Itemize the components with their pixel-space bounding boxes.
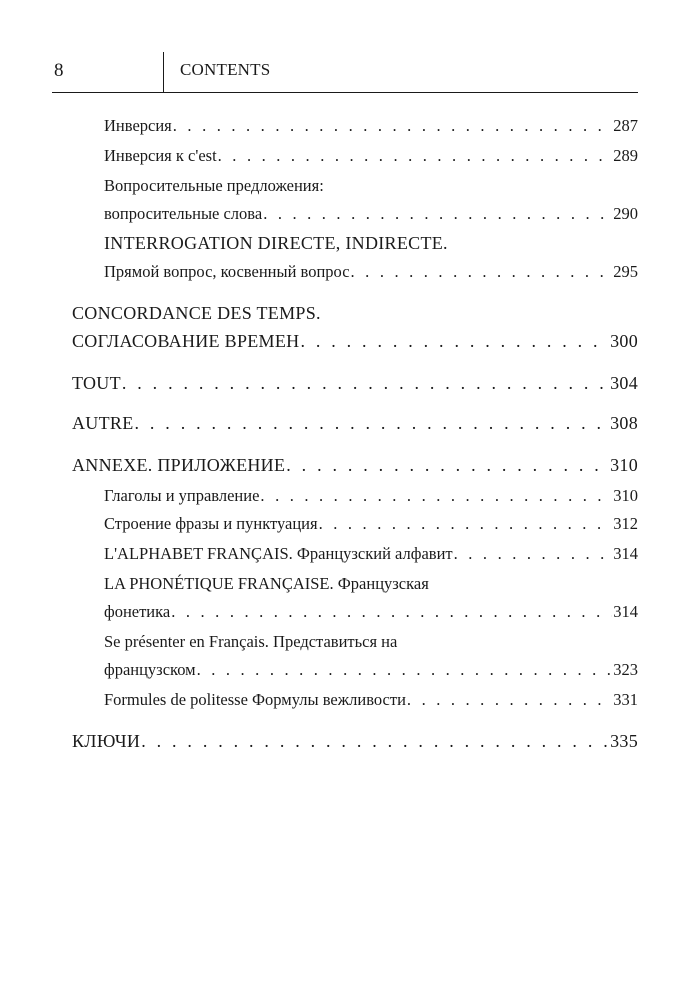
dot-leader xyxy=(407,690,612,710)
toc-entry-page: 310 xyxy=(613,486,638,505)
dot-leader xyxy=(286,455,609,476)
toc-entry-title-line[interactable] xyxy=(104,628,638,652)
toc-entry-page: 314 xyxy=(613,602,638,621)
toc-entry[interactable] xyxy=(104,686,638,710)
toc-entry-label: Se présenter en Français. Представиться на xyxy=(104,632,398,651)
toc-entry-label: ANNEXE. ПРИЛОЖЕНИЕ xyxy=(72,455,286,475)
toc-entry-page: 300 xyxy=(610,331,638,351)
toc-entry-page: 304 xyxy=(610,373,638,393)
toc-entry-page: 308 xyxy=(610,413,638,433)
toc-entry-label: Вопросительные предложения: xyxy=(104,176,324,195)
dot-leader xyxy=(263,204,612,224)
toc-entry-page: 287 xyxy=(613,116,638,135)
toc-entry[interactable] xyxy=(104,656,638,680)
running-title: CONTENTS xyxy=(180,60,271,79)
toc-entry-title-line[interactable] xyxy=(104,172,638,196)
dot-leader xyxy=(135,413,610,434)
toc-entry-label: КЛЮЧИ xyxy=(72,731,141,751)
toc-entry-page: 289 xyxy=(613,146,638,165)
toc-entry-title-line[interactable] xyxy=(104,230,638,254)
toc-entry-label: СОГЛАСОВАНИЕ ВРЕМЕН xyxy=(72,331,300,351)
toc-entry[interactable] xyxy=(104,258,638,282)
toc-entry-label: TOUT xyxy=(72,373,121,393)
page-number: 8 xyxy=(54,60,64,81)
dot-leader xyxy=(454,544,613,564)
toc-entry-label: LA PHONÉTIQUE FRANÇAISE. Французская xyxy=(104,574,429,593)
dot-leader xyxy=(351,262,613,282)
toc-entry[interactable] xyxy=(104,598,638,622)
toc-section[interactable] xyxy=(72,452,638,476)
page-header xyxy=(52,52,638,93)
toc-entry-label: Formules de politesse Формулы вежливости xyxy=(104,690,406,709)
toc-entry-page: 323 xyxy=(613,660,638,679)
toc-entry[interactable] xyxy=(104,510,638,534)
dot-leader xyxy=(173,116,612,136)
toc-entry-label: фонетика xyxy=(104,602,171,621)
dot-leader xyxy=(319,514,613,534)
toc-entry[interactable] xyxy=(104,482,638,506)
dot-leader xyxy=(141,731,609,752)
toc-entry-label: Прямой вопрос, косвенный вопрос xyxy=(104,262,350,281)
toc-entry-label: Строение фразы и пунктуация xyxy=(104,514,318,533)
header-divider xyxy=(163,52,164,92)
toc-section[interactable] xyxy=(72,328,638,352)
toc-entry-page: 335 xyxy=(610,731,638,751)
toc-entry-page: 310 xyxy=(610,455,638,475)
dot-leader xyxy=(300,331,609,352)
toc-entry-page: 290 xyxy=(613,204,638,223)
dot-leader xyxy=(218,146,613,166)
dot-leader xyxy=(171,602,612,622)
toc-section[interactable] xyxy=(72,410,638,434)
toc-entry-page: 312 xyxy=(613,514,638,533)
toc-entry[interactable] xyxy=(104,112,638,136)
toc-entry-label: Инверсия к c'est xyxy=(104,146,217,165)
toc-entry-label: AUTRE xyxy=(72,413,134,433)
dot-leader xyxy=(260,486,612,506)
toc-section[interactable] xyxy=(72,370,638,394)
dot-leader xyxy=(122,373,609,394)
toc-entry-label: CONCORDANCE DES TEMPS. xyxy=(72,303,321,323)
toc-entry-label: вопросительные слова xyxy=(104,204,263,223)
toc-entry-page: 314 xyxy=(613,544,638,563)
toc-entry-title-line[interactable] xyxy=(104,570,638,594)
toc-entry-label: L'ALPHABET FRANÇAIS. Французский алфавит xyxy=(104,544,453,563)
toc-entry[interactable] xyxy=(104,142,638,166)
toc-entry-label: Глаголы и управление xyxy=(104,486,260,505)
toc-entry-page: 331 xyxy=(613,690,638,709)
toc-entry-label: Инверсия xyxy=(104,116,172,135)
dot-leader xyxy=(197,660,613,680)
toc-entry[interactable] xyxy=(104,540,638,564)
toc-entry-page: 295 xyxy=(613,262,638,281)
toc-entry[interactable] xyxy=(104,200,638,224)
toc-entry-label: INTERROGATION DIRECTE, INDIRECTE. xyxy=(104,233,448,253)
toc-entry-label: французском xyxy=(104,660,196,679)
toc-section-title-line[interactable] xyxy=(72,300,638,324)
toc-section[interactable] xyxy=(72,728,638,752)
